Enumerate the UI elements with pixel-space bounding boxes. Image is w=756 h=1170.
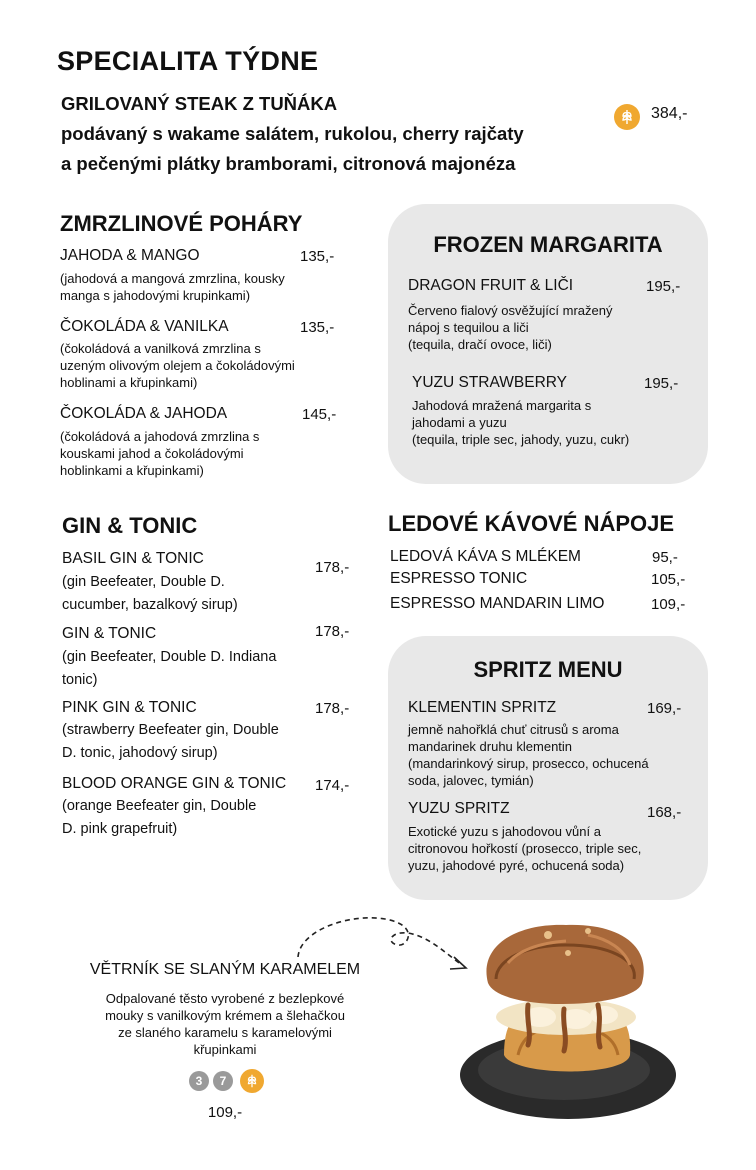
special-dish-desc-2: a pečenými plátky bramborami, citronová majonéza [61,153,516,174]
allergen-badge: 3 [189,1071,209,1091]
coffee-item-price: 109,- [651,596,686,613]
gluten-free-icon [614,104,640,130]
iced-coffee-heading: LEDOVÉ KÁVOVÉ NÁPOJE [388,511,675,536]
special-dish-name: GRILOVANÝ STEAK Z TUŇÁKA [61,93,338,114]
gin-tonic-heading: GIN & TONIC [62,513,198,538]
spritz-item-name: YUZU SPRITZ [408,800,510,817]
coffee-item-name: ESPRESSO TONIC [390,570,528,587]
gin-item-desc: (gin Beefeater, Double D. cucumber, bazalkový sirup) [62,574,238,613]
frozen-item-price: 195,- [646,278,681,295]
ice-cream-item-name: JAHODA & MANGO [60,247,200,264]
spritz-heading: SPRITZ MENU [473,657,623,682]
gin-item-name: PINK GIN & TONIC [62,699,197,716]
gin-item-name: GIN & TONIC [62,625,157,642]
spritz-item-desc: jemně nahořklá chuť citrusů s aroma mandarinek druhu klementin (mandarinkový sirup, prosecco, ochucená soda, jalovec, tymián) [408,722,649,788]
frozen-item-desc: Jahodová mražená margarita s jahodami a yuzu (tequila, triple sec, jahody, yuzu, cukr) [412,398,630,447]
gin-item-name: BLOOD ORANGE GIN & TONIC [62,775,287,792]
ice-cream-item-desc: (čokoládová a vanilková zmrzlina s uzeným olivovým olejem a čokoládovými hoblinami a křupinkami) [60,341,295,390]
pastry-illustration [448,905,708,1125]
spritz-item-name: KLEMENTIN SPRITZ [408,699,557,716]
spritz-item-desc: Exotické yuzu s jahodovou vůní a citronovou hořkostí (prosecco, triple sec, yuzu, jahodové pyré, ochucená soda) [408,824,642,873]
gin-item-price: 178,- [315,700,350,717]
frozen-item-price: 195,- [644,375,679,392]
ice-cream-item-price: 135,- [300,248,335,265]
ice-cream-item-desc: (jahodová a mangová zmrzlina, kousky manga s jahodovými krupinkami) [60,271,285,303]
spritz-item-price: 169,- [647,700,682,717]
ice-cream-item-name: ČOKOLÁDA & VANILKA [60,318,229,335]
special-dish-desc-1: podávaný s wakame salátem, rukolou, cherry rajčaty [61,123,524,144]
dessert-price: 109,- [207,1104,243,1121]
gin-item-price: 178,- [315,559,350,576]
gin-item-desc: (orange Beefeater gin, Double D. pink grapefruit) [62,798,257,837]
ice-cream-item-desc: (čokoládová a jahodová zmrzlina s kouskami jahod a čokoládovými hoblinkami a křupinkami) [60,429,260,478]
coffee-item-price: 105,- [651,571,686,588]
gin-item-desc: (strawberry Beefeater gin, Double D. tonic, jahodový sirup) [62,722,279,761]
dessert-desc: Odpalované těsto vyrobené z bezlepkové mouky s vanilkovým krémem a šlehačkou ze slaného karamelu s karamelovými křupinkami [105,991,345,1057]
frozen-item-name: DRAGON FRUIT & LIČI [408,277,574,294]
ice-cream-item-price: 145,- [302,406,337,423]
ice-cream-item-price: 135,- [300,319,335,336]
frozen-item-name: YUZU STRAWBERRY [412,374,568,391]
ice-cream-heading: ZMRZLINOVÉ POHÁRY [60,211,303,236]
gin-item-price: 174,- [315,777,350,794]
gin-item-name: BASIL GIN & TONIC [62,550,204,567]
gin-item-price: 178,- [315,623,350,640]
coffee-item-name: LEDOVÁ KÁVA S MLÉKEM [390,548,581,565]
coffee-item-name: ESPRESSO MANDARIN LIMO [390,595,605,612]
special-price: 384,- [651,105,688,122]
coffee-item-price: 95,- [652,549,678,566]
special-heading: SPECIALITA TÝDNE [57,46,319,76]
frozen-margarita-heading: FROZEN MARGARITA [433,232,663,257]
frozen-item-desc: Červeno fialový osvěžující mražený nápoj s tequilou a liči (tequila, dračí ovoce, liči) [408,303,613,352]
spritz-item-price: 168,- [647,804,682,821]
gin-item-desc: (gin Beefeater, Double D. Indiana tonic) [62,649,277,688]
ice-cream-item-name: ČOKOLÁDA & JAHODA [60,405,228,422]
gluten-free-icon [240,1069,264,1093]
dessert-heading: VĚTRNÍK SE SLANÝM KARAMELEM [89,961,361,978]
allergen-badge: 7 [213,1071,233,1091]
